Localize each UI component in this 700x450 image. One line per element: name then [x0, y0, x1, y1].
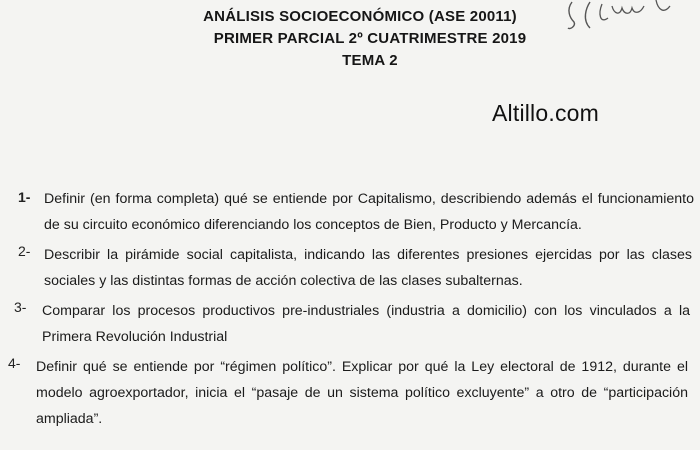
course-title: ANÁLISIS SOCIOECONÓMICO (ASE 20011) — [203, 8, 517, 25]
question-item — [0, 298, 700, 350]
question-number: 3- — [14, 299, 27, 315]
question-list — [0, 186, 700, 436]
exam-title: PRIMER PARCIAL 2º CUATRIMESTRE 2019 — [213, 30, 527, 47]
exam-header — [0, 6, 700, 72]
question-item — [0, 186, 700, 238]
question-number: 4- — [8, 355, 21, 371]
question-item — [0, 242, 700, 294]
question-text: Comparar los procesos productivos pre-industriales (industria a domicilio) con los vinculados a la Primera Revolución Industrial — [42, 303, 690, 345]
question-item — [0, 354, 700, 432]
question-number: 1- — [18, 189, 31, 205]
question-text: Definir (en forma completa) qué se entiende por Capitalismo, describiendo además el funcionamiento de su circuito económico diferenciando los conceptos de Bien, Producto y Mercancía. — [44, 191, 694, 233]
question-text: Definir qué se entiende por “régimen político”. Explicar por qué la Ley electoral de 1912, durante el modelo agroexportador, inicia el “pasaje de un sistema político excluyente” a otro de “participación ampliada”. — [36, 359, 688, 427]
exam-tema: TEMA 2 — [342, 52, 398, 69]
watermark: Altillo.com — [492, 100, 600, 126]
question-text: Describir la pirámide social capitalista, indicando las diferentes presiones ejercidas por las clases sociales y las distintas formas de acción colectiva de las clases subalternas. — [44, 247, 692, 289]
question-number: 2- — [18, 243, 31, 259]
